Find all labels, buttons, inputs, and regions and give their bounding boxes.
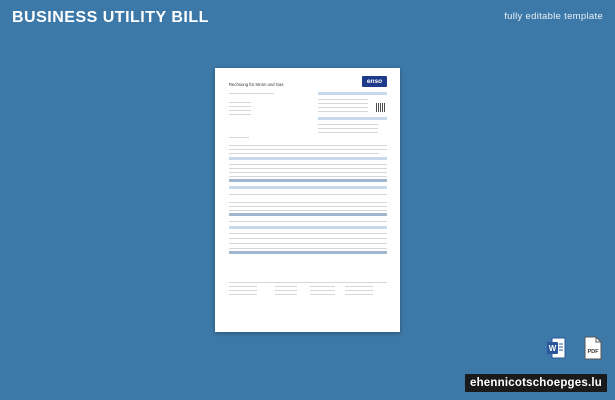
footer-text [345,294,373,295]
info-line [318,111,368,112]
bill-document-preview [215,68,400,332]
table-row [229,194,387,195]
account-header-bar [318,117,387,120]
summary-row [229,243,387,244]
footer-text [345,286,373,287]
page-subtitle: fully editable template [504,11,603,22]
word-document-icon[interactable] [546,336,566,360]
footer-text [229,294,257,295]
svg-text:PDF: PDF [587,349,599,355]
footer-text [345,290,373,291]
summary-row [229,233,387,234]
footer-text [229,286,257,287]
text-line [229,149,387,150]
table-row [229,206,387,207]
footer-text [310,290,335,291]
table-total-bar [229,179,387,182]
summary-row [229,238,387,239]
text-line [229,221,387,222]
table-header-bar [229,157,387,160]
info-header-bar [318,92,387,95]
brand-banner[interactable]: ehennicotschoepges.lu [465,374,607,392]
pdf-document-icon[interactable] [583,336,603,360]
info-line [318,107,368,108]
info-line [318,103,368,104]
info-line [318,132,378,133]
table-row [229,172,387,173]
address-line [229,106,251,107]
table-row [229,202,387,203]
company-logo: enso [362,76,387,87]
table-header-bar [229,186,387,189]
info-line [318,128,378,129]
info-line [318,124,378,125]
table-row [229,164,387,165]
footer-text [310,294,335,295]
summary-header-bar [229,226,387,229]
info-line [318,99,368,100]
table-row [229,210,387,211]
text-line [229,137,249,138]
address-line [229,93,274,94]
table-row [229,176,387,177]
summary-total-bar [229,251,387,254]
footer-line [229,282,387,283]
address-line [229,114,251,115]
text-line [229,145,387,146]
footer-text [275,286,297,287]
svg-text:W: W [548,344,557,353]
text-line [229,153,379,154]
qr-code-icon [376,103,385,112]
footer-text [310,286,335,287]
table-total-bar [229,213,387,216]
summary-row [229,248,387,249]
address-line [229,102,251,103]
footer-text [229,290,257,291]
address-line [229,110,251,111]
page-title: BUSINESS UTILITY BILL [12,9,209,26]
document-heading: Rechnung für Strom und Gas [229,82,284,87]
footer-text [275,290,297,291]
footer-text [275,294,297,295]
table-row [229,168,387,169]
